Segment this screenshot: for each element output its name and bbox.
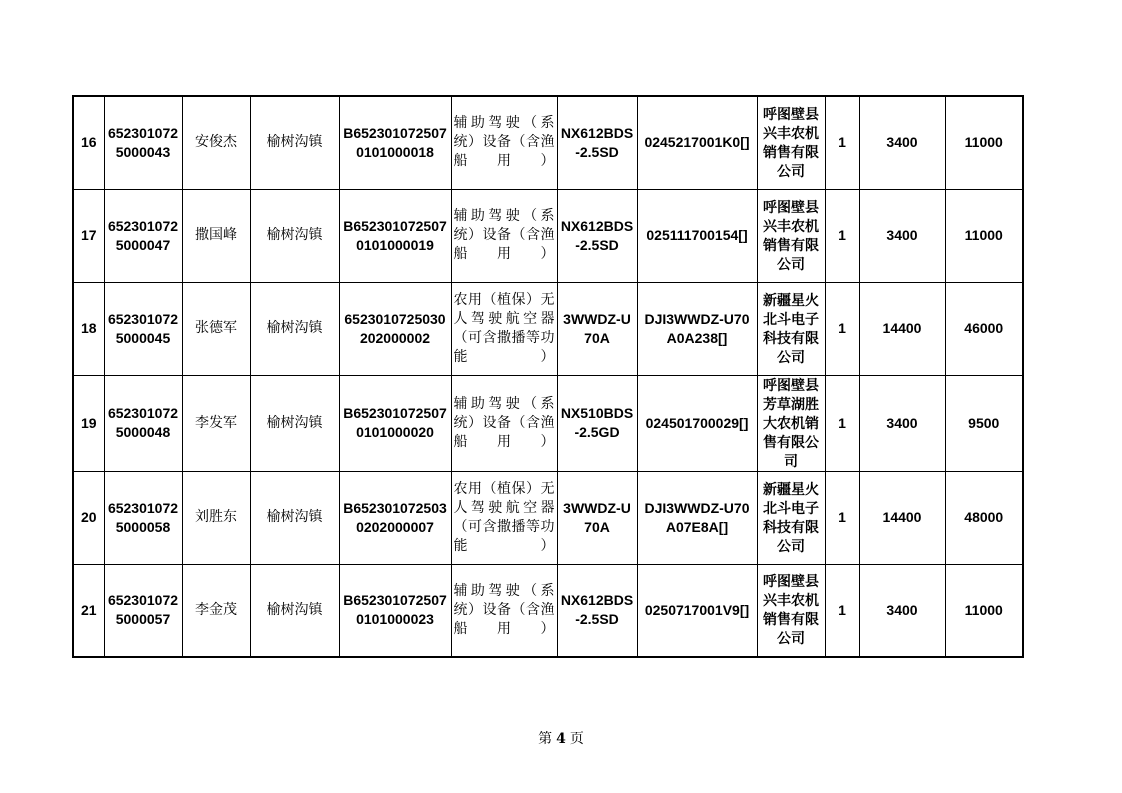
- dealer: 呼图壁县兴丰农机销售有限公司: [757, 564, 825, 657]
- row-number: 21: [73, 564, 104, 657]
- model: NX612BDS-2.5SD: [557, 189, 637, 282]
- table-row: [73, 96, 1023, 189]
- id-number: 6523010725000058: [104, 471, 182, 564]
- serial-number: 0245217001K0[]: [637, 96, 757, 189]
- subsidy-amount: 14400: [859, 282, 945, 375]
- model: NX612BDS-2.5SD: [557, 96, 637, 189]
- table-row: [73, 282, 1023, 375]
- quantity: 1: [825, 189, 859, 282]
- data-table: [72, 95, 1024, 658]
- contract-code: B6523010725030202000007: [339, 471, 451, 564]
- machine-item: 农用（植保）无人驾驶航空器（可含撒播等功能）: [451, 471, 557, 564]
- town: 榆树沟镇: [250, 471, 339, 564]
- machine-item: 农用（植保）无人驾驶航空器（可含撒播等功能）: [451, 282, 557, 375]
- id-number: 6523010725000047: [104, 189, 182, 282]
- subsidy-amount: 3400: [859, 96, 945, 189]
- quantity: 1: [825, 471, 859, 564]
- page-number: 4: [556, 731, 566, 747]
- contract-code: B6523010725070101000023: [339, 564, 451, 657]
- contract-code: B6523010725070101000020: [339, 375, 451, 471]
- contract-code: 6523010725030202000002: [339, 282, 451, 375]
- farmer-name: 撒国峰: [182, 189, 250, 282]
- farmer-name: 刘胜东: [182, 471, 250, 564]
- subsidy-amount: 3400: [859, 564, 945, 657]
- row-number: 18: [73, 282, 104, 375]
- page-footer: [0, 728, 1122, 748]
- farmer-name: 李发军: [182, 375, 250, 471]
- machine-item: 辅助驾驶（系统）设备（含渔船用）: [451, 564, 557, 657]
- table-row: [73, 471, 1023, 564]
- farmer-name: 李金茂: [182, 564, 250, 657]
- serial-number: 0250717001V9[]: [637, 564, 757, 657]
- table-row: [73, 564, 1023, 657]
- sale-price: 9500: [945, 375, 1023, 471]
- dealer: 呼图壁县芳草湖胜大农机销售有限公司: [757, 375, 825, 471]
- row-number: 17: [73, 189, 104, 282]
- farmer-name: 张德军: [182, 282, 250, 375]
- table-row: [73, 189, 1023, 282]
- dealer: 呼图壁县兴丰农机销售有限公司: [757, 96, 825, 189]
- town: 榆树沟镇: [250, 189, 339, 282]
- machine-item: 辅助驾驶（系统）设备（含渔船用）: [451, 375, 557, 471]
- page-suffix: 页: [569, 731, 584, 747]
- dealer: 新疆星火北斗电子科技有限公司: [757, 471, 825, 564]
- quantity: 1: [825, 564, 859, 657]
- machine-item: 辅助驾驶（系统）设备（含渔船用）: [451, 189, 557, 282]
- table-row: [73, 375, 1023, 471]
- id-number: 6523010725000045: [104, 282, 182, 375]
- town: 榆树沟镇: [250, 564, 339, 657]
- contract-code: B6523010725070101000019: [339, 189, 451, 282]
- subsidy-amount: 14400: [859, 471, 945, 564]
- serial-number: DJI3WWDZ-U70A07E8A[]: [637, 471, 757, 564]
- quantity: 1: [825, 375, 859, 471]
- model: 3WWDZ-U70A: [557, 471, 637, 564]
- farmer-name: 安俊杰: [182, 96, 250, 189]
- sale-price: 11000: [945, 189, 1023, 282]
- serial-number: 025111700154[]: [637, 189, 757, 282]
- row-number: 20: [73, 471, 104, 564]
- serial-number: DJI3WWDZ-U70A0A238[]: [637, 282, 757, 375]
- town: 榆树沟镇: [250, 375, 339, 471]
- sale-price: 46000: [945, 282, 1023, 375]
- serial-number: 024501700029[]: [637, 375, 757, 471]
- subsidy-amount: 3400: [859, 189, 945, 282]
- id-number: 6523010725000057: [104, 564, 182, 657]
- model: NX612BDS-2.5SD: [557, 564, 637, 657]
- sale-price: 48000: [945, 471, 1023, 564]
- town: 榆树沟镇: [250, 96, 339, 189]
- model: 3WWDZ-U70A: [557, 282, 637, 375]
- contract-code: B6523010725070101000018: [339, 96, 451, 189]
- row-number: 16: [73, 96, 104, 189]
- model: NX510BDS-2.5GD: [557, 375, 637, 471]
- page-prefix: 第: [538, 731, 553, 747]
- quantity: 1: [825, 96, 859, 189]
- dealer: 新疆星火北斗电子科技有限公司: [757, 282, 825, 375]
- sale-price: 11000: [945, 96, 1023, 189]
- id-number: 6523010725000048: [104, 375, 182, 471]
- quantity: 1: [825, 282, 859, 375]
- machine-item: 辅助驾驶（系统）设备（含渔船用）: [451, 96, 557, 189]
- row-number: 19: [73, 375, 104, 471]
- dealer: 呼图壁县兴丰农机销售有限公司: [757, 189, 825, 282]
- sale-price: 11000: [945, 564, 1023, 657]
- subsidy-amount: 3400: [859, 375, 945, 471]
- id-number: 6523010725000043: [104, 96, 182, 189]
- town: 榆树沟镇: [250, 282, 339, 375]
